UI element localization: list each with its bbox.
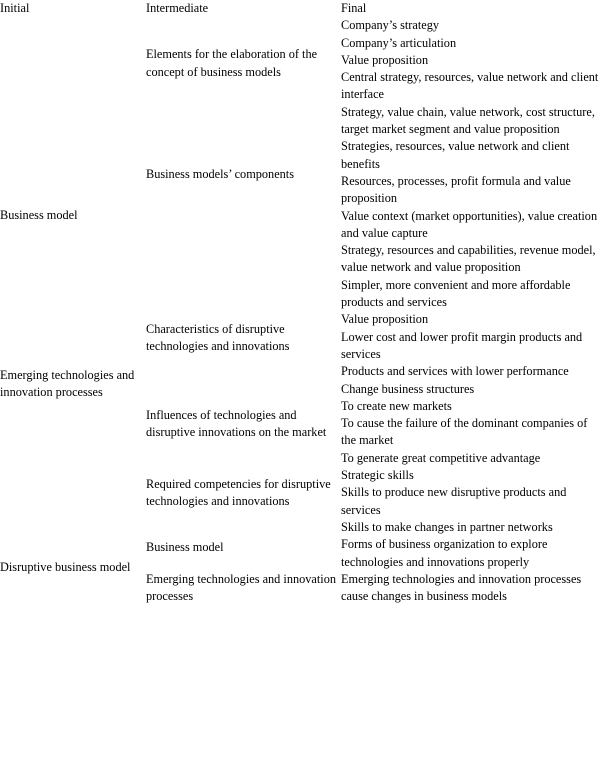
final-item-text: Strategy, resources and capabilities, revenue model, value network and value proposition (341, 243, 596, 275)
intermediate-label-influences: Influences of technologies and disruptive innovations on the market (146, 407, 327, 439)
final-item-text: Simpler, more convenient and more affordable products and services (341, 277, 571, 310)
final-item-cell (341, 571, 600, 606)
final-item-text: Emerging technologies and innovation processes cause changes in business models (341, 571, 582, 604)
initial-business-model-cell (0, 17, 146, 276)
final-item-text: To create new markets (341, 398, 452, 413)
final-item-text: Skills to produce new disruptive products and services (341, 485, 567, 517)
final-item-cell (341, 363, 600, 380)
intermediate-label-competencies: Required competencies for disruptive technologies and innovations (146, 477, 331, 509)
final-item-text: Strategies, resources, value network and client benefits (341, 139, 570, 171)
intermediate-elements-cell (146, 17, 341, 138)
final-item-cell (341, 415, 600, 450)
final-item-cell (341, 536, 600, 571)
intermediate-label-emerging: Emerging technologies and innovation processes (146, 571, 336, 604)
intermediate-label-elements: Elements for the elaboration of the concept of business models (146, 47, 318, 79)
final-item-cell (341, 484, 600, 519)
final-item-text: Change business structures (341, 381, 475, 396)
final-item-cell (341, 398, 600, 415)
final-item-text: Strategic skills (341, 468, 414, 483)
final-item-cell (341, 17, 600, 34)
final-item-cell (341, 329, 600, 364)
final-item-cell (341, 381, 600, 398)
final-item-cell (341, 69, 600, 104)
final-item-text: Lower cost and lower profit margin products and services (341, 329, 583, 361)
intermediate-components-cell (146, 138, 341, 276)
final-item-cell (341, 467, 600, 484)
column-header-initial: Initial (0, 1, 30, 15)
intermediate-competencies-cell (146, 467, 341, 536)
final-item-cell (341, 277, 600, 312)
final-item-text: Strategy, value chain, value network, cost structure, target market segment and value proposition (341, 104, 595, 137)
initial-label-disruptive: Disruptive business model (0, 560, 131, 575)
table-row (0, 277, 600, 312)
final-item-cell (341, 311, 600, 328)
final-item-cell (341, 519, 600, 536)
intermediate-emerging-cell (146, 571, 341, 606)
header-final-cell (341, 0, 600, 17)
intermediate-influences-cell (146, 381, 341, 467)
final-item-cell (341, 242, 600, 277)
column-header-final: Final (341, 1, 367, 15)
column-header-intermediate: Intermediate (146, 1, 209, 15)
final-item-text: Company’s strategy (341, 18, 440, 33)
final-item-text: Skills to make changes in partner networks (341, 519, 553, 534)
final-item-cell (341, 104, 600, 139)
final-item-cell (341, 35, 600, 52)
intermediate-business-model-cell (146, 536, 341, 571)
intermediate-label-business-model: Business model (146, 540, 224, 555)
table-row (0, 536, 600, 571)
final-item-cell (341, 173, 600, 208)
final-item-text: Central strategy, resources, value network and client interface (341, 70, 599, 102)
final-item-text: Value context (market opportunities), value creation and value capture (341, 208, 598, 240)
initial-label-business-model: Business model (0, 208, 78, 223)
initial-disruptive-cell (0, 536, 146, 605)
final-item-text: Resources, processes, profit formula and value proposition (341, 173, 571, 206)
header-initial-cell (0, 0, 146, 17)
final-item-cell (341, 52, 600, 69)
final-item-text: Products and services with lower performance (341, 364, 569, 379)
final-item-text: Value proposition (341, 52, 429, 67)
table-row (0, 17, 600, 34)
final-item-text: Company’s articulation (341, 35, 457, 50)
final-item-text: To generate great competitive advantage (341, 450, 541, 465)
final-item-text: To cause the failure of the dominant companies of the market (341, 416, 588, 448)
final-item-text: Forms of business organization to explore technologies and innovations properly (341, 537, 548, 569)
final-item-cell (341, 138, 600, 173)
intermediate-characteristics-cell (146, 277, 341, 381)
intermediate-label-components: Business models’ components (146, 167, 295, 182)
intermediate-label-characteristics: Characteristics of disruptive technologies and innovations (146, 321, 290, 354)
initial-emerging-cell (0, 277, 146, 536)
table-header-row (0, 0, 600, 17)
header-intermediate-cell (146, 0, 341, 17)
final-item-text: Value proposition (341, 312, 429, 327)
final-item-cell (341, 208, 600, 243)
initial-label-emerging: Emerging technologies and innovation processes (0, 367, 135, 400)
final-item-cell (341, 450, 600, 467)
